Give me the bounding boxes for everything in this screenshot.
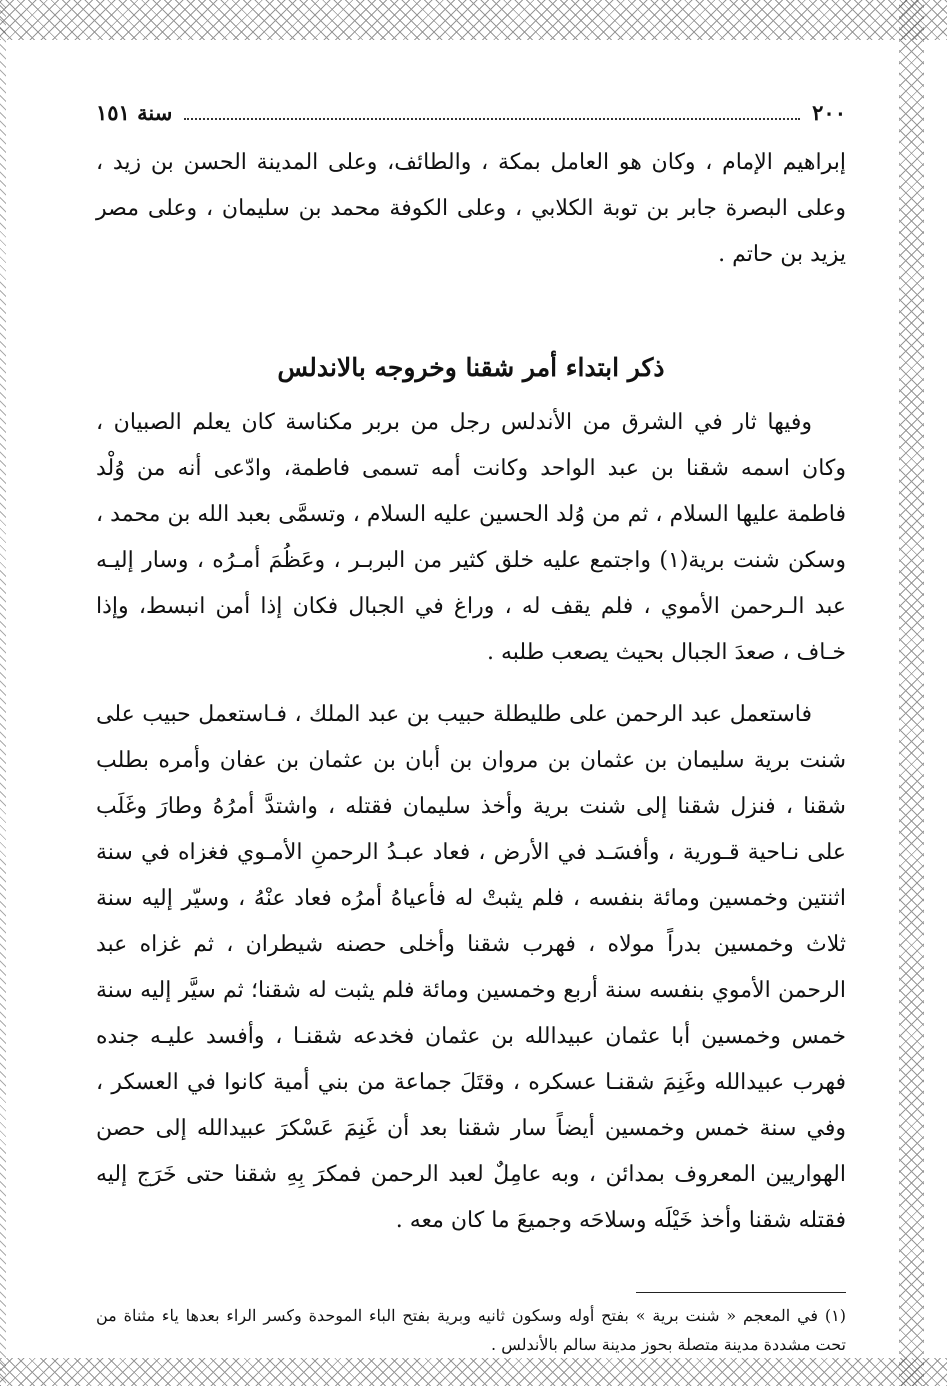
year-label: سنة ١٥١ bbox=[96, 100, 173, 125]
paragraph-2: فاستعمل عبد الرحمن على طليطلة حبيب بن عبد الملك ، فـاستعمل حبيب على شنت برية سليمان بن عثمان بن مروان بن أبان بن عثمان بن عفان وأمره بطلب شقنا ، فنزل شقنا إلى شنت برية وأخذ سليمان فقتله ، واشتدَّ أمرُهُ وطارَ وغَلَب على نـاحية قـورية ، وأفسَـد في الأرض ، فعاد عبـدُ الرحمنِ الأمـوي فغزاه في سنة اثنتين وخمسين ومائة بنفسه ، فلم يثبتْ له فأعياهُ أمرُه فعاد عنْهُ ، وسيّر إليه سنة ثلاث وخمسين بدراً مولاه ، فهرب شقنا وأخلى حصنه شيطران ، ثم غزاه عبد الرحمن الأموي بنفسه سنة أربع وخمسين ومائة فلم يثبت له شقنا؛ ثم سيَّر إليه سنة خمس وخمسين أبا عثمان عبيدالله بن عثمان فخدعه شقنـا ، وأفسد عليـه جنده فهرب عبيدالله وغَنِمَ شقنـا عسكره ، وقتَلَ جماعة من بني أمية كانوا في العسكر ، وفي سنة خمس وخمسين أيضاً سار شقنا بعد أن غَنِمَ عَسْكرَ عبيدالله إلى حصن الهواريين المعروف بمدائن ، وبه عامِلٌ لعبد الرحمن فمكرَ بِهِ شقنا حتى خَرَج إليه فقتله شقنا وأخذ خَيْلَه وسلاحَه وجميعَ ما كان معه . bbox=[96, 702, 846, 1233]
footnote: (١) في المعجم « شنت برية » بفتح أوله وسكون ثانيه وبرية بفتح الباء الموحدة وكسر الراء بعدها ياء مثناة من تحت مشددة مدينة متصلة بحوز مدينة سالم بالأندلس . bbox=[96, 1306, 846, 1354]
section-title: ذكر ابتداء أمر شقنا وخروجه بالاندلس bbox=[277, 353, 665, 382]
ornamental-border-top bbox=[0, 0, 947, 40]
book-page bbox=[96, 100, 846, 1359]
ornamental-border-bottom bbox=[0, 1358, 947, 1386]
running-header bbox=[96, 100, 846, 140]
header-dotted-leader bbox=[184, 106, 800, 120]
ornamental-border-left bbox=[0, 0, 6, 1386]
paragraph-1: وفيها ثار في الشرق من الأندلس رجل من بربر مكناسة كان يعلم الصبيان ، وكان اسمه شقنا بن عبد الواحد وكانت أمه تسمى فاطمة، وادّعى أنه من وُلْد فاطمة عليها السلام ، ثم من وُلد الحسين عليه السلام ، وتسمَّى بعبد الله بن محمد ، وسكن شنت برية(١) واجتمع عليه خلق كثير من البربـر ، وعَظُمَ أمـرُه ، وسار إليـه عبد الـرحمن الأموي ، فلم يقف له ، وراغ في الجبال فكان إذا أمن انبسط، وإذا خـاف ، صعدَ الجبال بحيث يصعب طلبه . bbox=[96, 410, 846, 665]
page-number: ٢٠٠ bbox=[812, 100, 846, 125]
footnote-separator bbox=[636, 1292, 846, 1293]
ornamental-border-right bbox=[899, 0, 924, 1386]
top-paragraph: إبراهيم الإمام ، وكان هو العامل بمكة ، والطائف، وعلى المدينة الحسن بن زيد ، وعلى البصرة جابر بن توبة الكلابي ، وعلى الكوفة محمد بن سليمان ، وعلى مصر يزيد بن حاتم . bbox=[96, 150, 846, 267]
